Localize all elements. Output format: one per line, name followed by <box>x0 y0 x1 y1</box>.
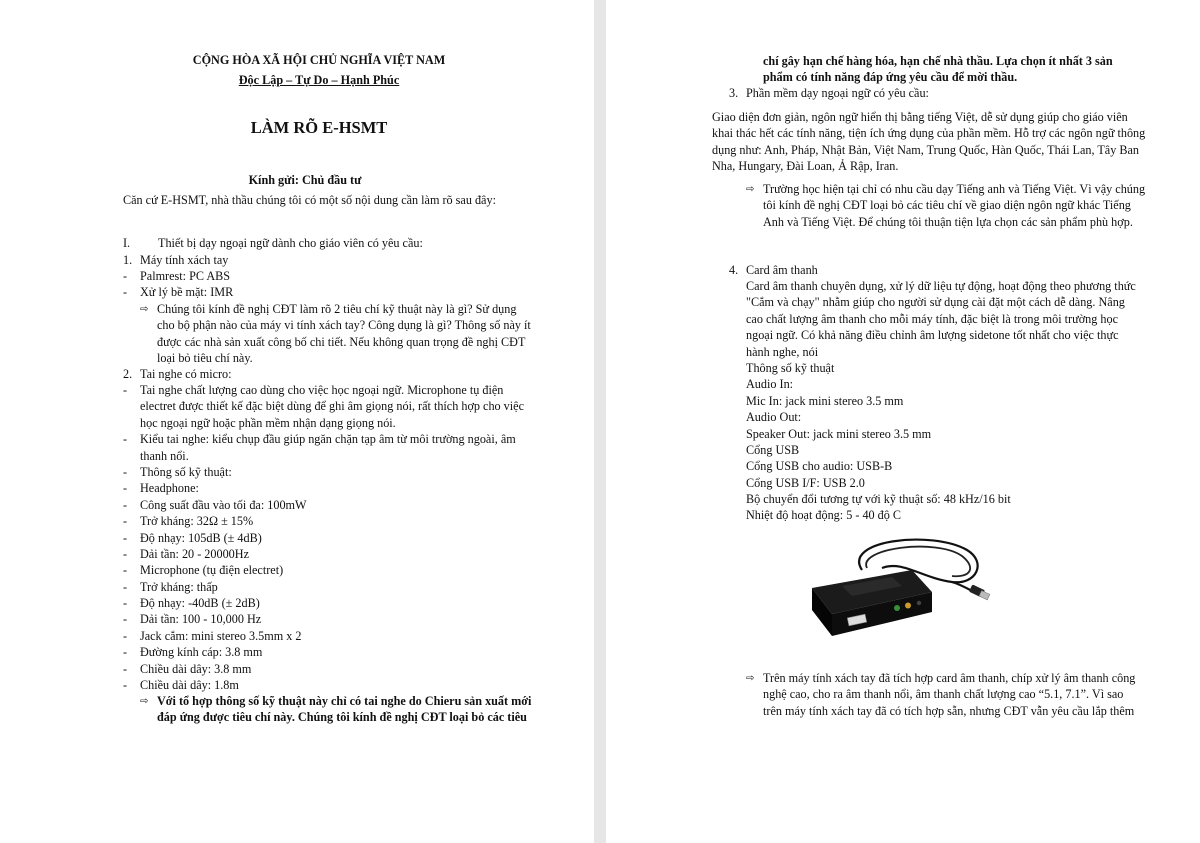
arrow-icon: ⇨ <box>140 696 149 707</box>
item-heading: Máy tính xách tay <box>140 253 229 267</box>
document-title: LÀM RÕ E-HSMT <box>250 118 388 137</box>
item-marker: 2. <box>123 367 133 381</box>
national-header: CỘNG HÒA XÃ HỘI CHỦ NGHĨA VIỆT NAM <box>192 53 446 67</box>
section-marker: I. <box>123 236 131 250</box>
item-marker: 4. <box>729 263 739 277</box>
intro-paragraph: Căn cứ E-HSMT, nhà thầu chúng tôi có một số nội dung cần làm rõ sau đây: <box>123 193 496 207</box>
item-marker: 3. <box>729 86 739 100</box>
document-page-right: chí gây hạn chế hàng hóa, hạn chế nhà thầu. Lựa chọn ít nhất 3 sản phẩm có tính năng đáp ứng yêu cầu để mời thầu. 3. Phần mềm dạy ngoại ngữ có yêu cầu: Giao diện đơn giản, ngôn ngữ hiển thị bằng tiếng Việt, dễ sử dụng giúp cho giáo viên khai thác hết các tính năng, tiện ích ứng dụng của phần mềm. Hỗ trợ các ngôn ngữ thông dụng như: Anh, Pháp, Nhật Bản, Việt Nam, Trung Quốc, Hàn Quốc, Thái Lan, Tây Ban Nha, Hungary, Đài Loan, Ả Rập, Iran. ⇨ Trường học hiện tại chỉ có nhu cầu dạy Tiếng anh và Tiếng Việt. Vì vậy chúng tôi kính đề nghị CĐT loại bỏ các tiêu chí về giao diện ngôn ngữ khác Tiếng Anh và Tiếng Việt. Để chúng tôi thuận tiện lựa chọn các sản phẩm phù hợp. 4. Card âm thanh Card âm thanh chuyên dụng, xử lý dữ liệu tự động, hoạt động theo phương thức "Cắm và chạy" nhằm giúp cho người sử dụng cài đặt một cách dễ dàng. Nâng cao chất lượng âm thanh cho mỗi máy tính, đặc biệt là trong môi trường học ngoại ngữ. Có khả năng điều chỉnh âm lượng sidetone tốt nhất cho việc thực hành nghe, nói Thông số kỹ thuật Audio In: Mic In: jack mini stereo 3.5 mm Audio Out: Speaker Out: jack mini stereo 3.5 mm Cổng USB Cổng USB cho audio: USB-B Cổng USB I/F: USB 2.0 Bộ chuyển đổi tương tự với kỹ thuật số: 48 kHz/16 bit Nhiệt độ hoạt động: 5 - 40 độ C ⇨ Trên máy tính xách tay đã tích hợp card âm thanh, chíp xử lý âm thanh công nghệ cao, cho ra âm thanh nổi, âm thanh chất lượng cao “5.1, 7.1”. Vì sao trên máy tính xách tay đã có tích hợp sẵn, nhưng CĐT vẫn yêu cầu lắp thêm <box>606 0 1200 843</box>
item-heading: Phần mềm dạy ngoại ngữ có yêu cầu: <box>746 86 929 100</box>
greeting: Kính gửi: Chủ đầu tư <box>248 173 362 187</box>
arrow-icon: ⇨ <box>746 673 755 684</box>
document-page-left: CỘNG HÒA XÃ HỘI CHỦ NGHĨA VIỆT NAM Độc Lập – Tự Do – Hạnh Phúc LÀM RÕ E-HSMT Kính gửi: Chủ đầu tư Căn cứ E-HSMT, nhà thầu chúng tôi có một số nội dung cần làm rõ sau đây: I. Thiết bị dạy ngoại ngữ dành cho giáo viên có yêu cầu: 1. Máy tính xách tay - Palmrest: PC ABS - Xử lý bề mặt: IMR ⇨ Chúng tôi kính đề nghị CĐT làm rõ 2 tiêu chí kỹ thuật này là gì? Sử dụng cho bộ phận nào của máy vi tính xách tay? Công dụng là gì? Thông số này ít được các nhà sản xuất công bố chi tiết. Nếu không quan trọng đề nghị CĐT loại bỏ tiêu chí này. 2. Tai nghe có micro: - Tai nghe chất lượng cao dùng cho việc học ngoại ngữ. Microphone tụ điện electret được thiết kế đặc biệt dùng để ghi âm giọng nói, rất thích hợp cho việc học ngoại ngữ hoặc phần mềm nhận dạng giọng nói. - Kiểu tai nghe: kiểu chụp đầu giúp ngăn chặn tạp âm từ môi trường ngoài, âm thanh nổi. - Thông số kỹ thuật: - Headphone: - Công suất đầu vào tối đa: 100mW - Trở kháng: 32Ω ± 15% - Độ nhạy: 105dB (± 4dB) - Dải tần: 20 - 20000Hz - Microphone (tụ điện electret) - Trở kháng: thấp - Độ nhạy: -40dB (± 2dB) - Dải tần: 100 - 10,000 Hz - Jack cắm: mini stereo 3.5mm x 2 - Đường kính cáp: 3.8 mm - Chiều dài dây: 3.8 mm - Chiều dài dây: 1.8m ⇨ Với tổ hợp thông số kỹ thuật này chỉ có tai nghe do Chieru sản xuất mới đáp ứng được tiêu chí này. Chúng tôi kính đề nghị CĐT loại bỏ các tiêu <box>0 0 594 843</box>
arrow-icon: ⇨ <box>746 184 755 195</box>
item-marker: 1. <box>123 253 133 267</box>
arrow-icon: ⇨ <box>140 304 149 315</box>
motto-header: Độc Lập – Tự Do – Hạnh Phúc <box>238 73 400 87</box>
soundcard-product-image <box>802 530 992 650</box>
item-heading: Card âm thanh <box>746 263 818 277</box>
section-heading: Thiết bị dạy ngoại ngữ dành cho giáo viên có yêu cầu: <box>158 236 423 250</box>
item-heading: Tai nghe có micro: <box>140 367 232 381</box>
